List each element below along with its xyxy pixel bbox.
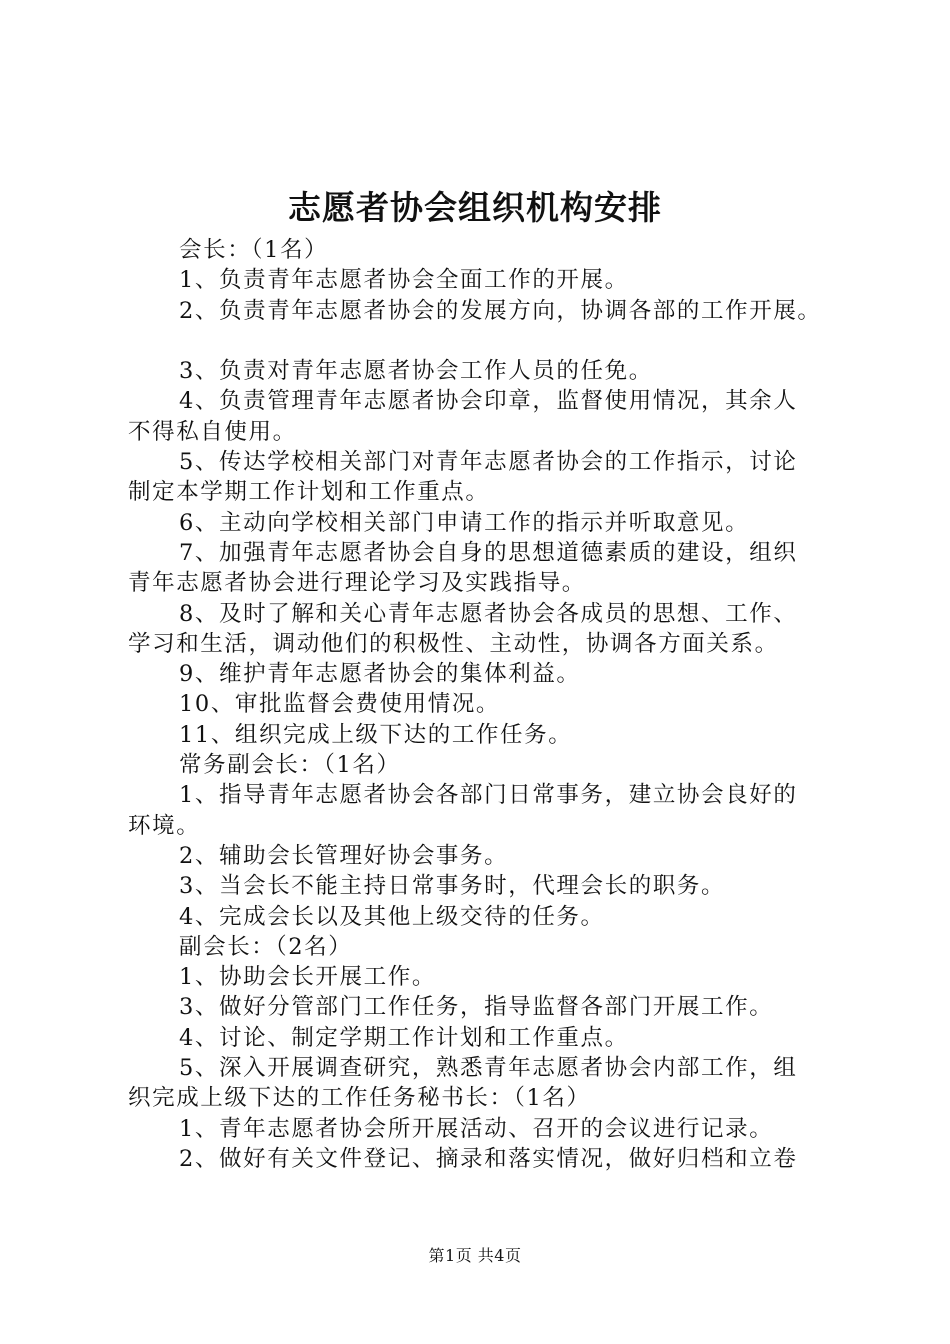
- body-line: 3、做好分管部门工作任务，指导监督各部门开展工作。: [179, 994, 774, 1021]
- body-line: 不得私自使用。: [128, 418, 297, 445]
- body-line: 8、及时了解和关心青年志愿者协会各成员的思想、工作、: [179, 600, 798, 627]
- body-line: 学习和生活，调动他们的积极性、主动性，协调各方面关系。: [128, 630, 779, 657]
- body-line: 1、负责青年志愿者协会全面工作的开展。: [179, 267, 629, 294]
- body-line: 2、做好有关文件登记、摘录和落实情况，做好归档和立卷: [179, 1145, 798, 1172]
- body-line: 会长：（1名）: [179, 237, 329, 263]
- body-line: [128, 326, 848, 356]
- body-line: 9、维护青年志愿者协会的集体利益。: [179, 661, 581, 688]
- body-line: 5、传达学校相关部门对青年志愿者协会的工作指示，讨论: [179, 449, 798, 476]
- body-line: 4、完成会长以及其他上级交待的任务。: [179, 903, 605, 930]
- body-line: 织完成上级下达的工作任务秘书长：（1名）: [128, 1085, 591, 1112]
- body-line: 3、负责对青年志愿者协会工作人员的任免。: [179, 358, 653, 385]
- body-line: 6、主动向学校相关部门申请工作的指示并听取意见。: [179, 509, 750, 536]
- document-title: 志愿者协会组织机构安排: [288, 188, 662, 227]
- body-line: 11、组织完成上级下达的工作任务。: [179, 721, 573, 748]
- body-line: 7、加强青年志愿者协会自身的思想道德素质的建设，组织: [179, 539, 798, 566]
- body-line: 1、指导青年志愿者协会各部门日常事务，建立协会良好的: [179, 782, 798, 809]
- body-line: 常务副会长：（1名）: [179, 752, 401, 779]
- body-line: 副会长：（2名）: [179, 933, 353, 960]
- document-body: [128, 235, 848, 1174]
- body-line: 2、辅助会长管理好协会事务。: [179, 842, 509, 869]
- body-line: 4、负责管理青年志愿者协会印章，监督使用情况，其余人: [179, 388, 798, 415]
- body-line: 10、审批监督会费使用情况。: [179, 691, 501, 718]
- body-line: 5、深入开展调查研究，熟悉青年志愿者协会内部工作，组: [179, 1055, 798, 1082]
- body-line: 3、当会长不能主持日常事务时，代理会长的职务。: [179, 873, 726, 900]
- body-line: 制定本学期工作计划和工作重点。: [128, 479, 490, 506]
- body-line: 2、负责青年志愿者协会的发展方向，协调各部的工作开展。: [179, 297, 822, 324]
- body-line: 4、讨论、制定学期工作计划和工作重点。: [179, 1024, 629, 1051]
- body-line: 环境。: [128, 812, 201, 839]
- body-line: 1、协助会长开展工作。: [179, 964, 436, 991]
- body-line: 青年志愿者协会进行理论学习及实践指导。: [128, 570, 586, 597]
- body-line: 1、青年志愿者协会所开展活动、召开的会议进行记录。: [179, 1115, 774, 1142]
- page-footer: 第1页 共4页: [428, 1246, 522, 1265]
